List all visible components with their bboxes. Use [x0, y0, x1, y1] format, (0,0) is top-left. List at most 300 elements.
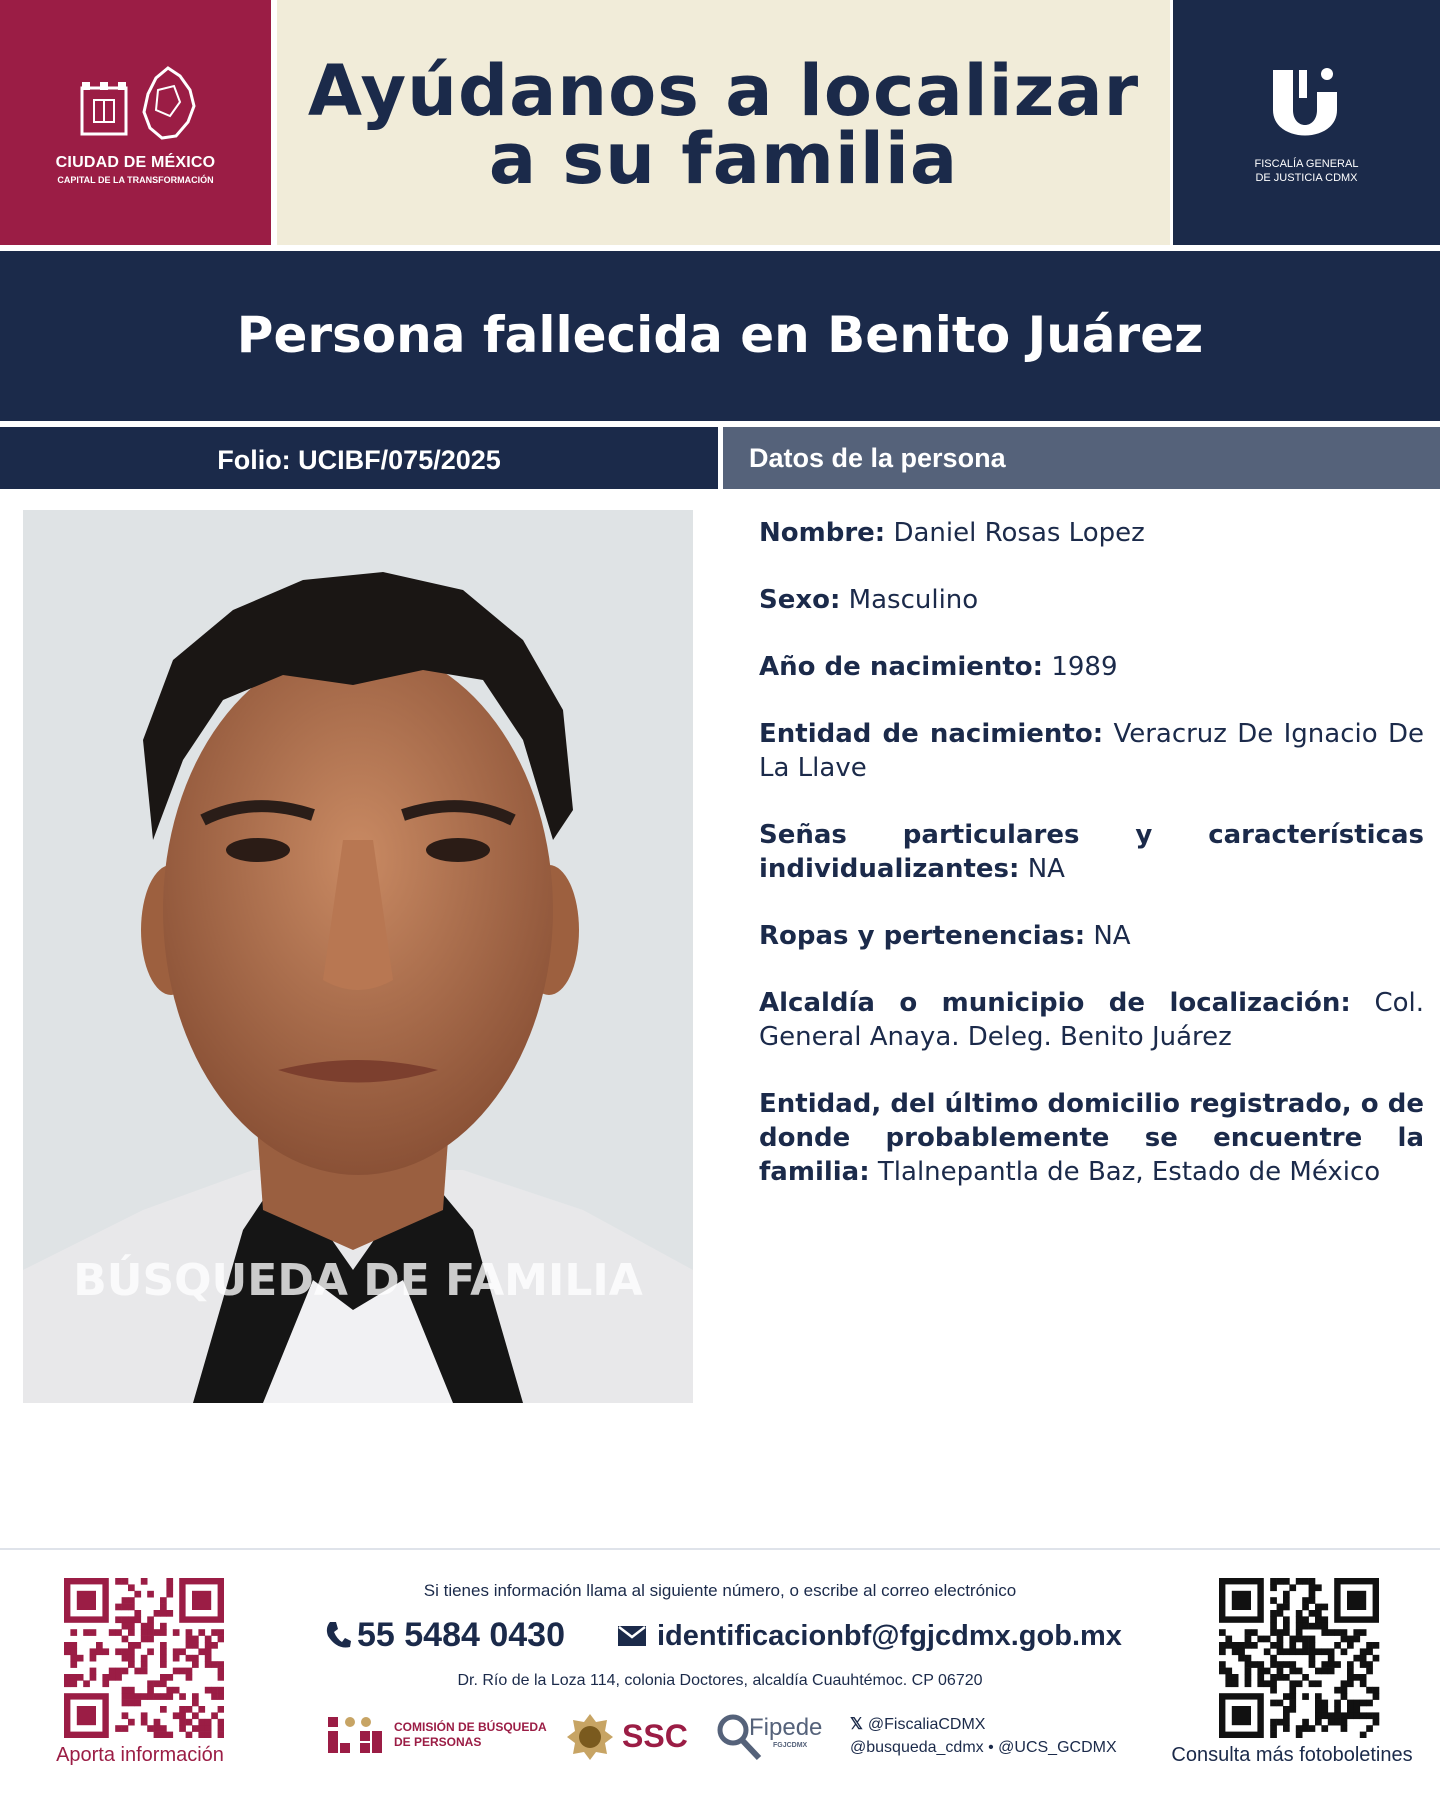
folio-bar — [0, 427, 718, 489]
fipede-label: Fipede — [749, 1714, 823, 1741]
qr-module — [1270, 1642, 1277, 1649]
qr-module — [1328, 1668, 1335, 1675]
qr-module — [1270, 1655, 1277, 1662]
qr-module — [1315, 1712, 1322, 1719]
qr-module — [1238, 1642, 1245, 1649]
qr-module — [186, 1719, 193, 1726]
qr-module — [141, 1629, 148, 1636]
qr-module — [147, 1623, 154, 1630]
qr-module — [166, 1732, 173, 1738]
qr-module — [160, 1629, 167, 1636]
qr-module — [211, 1642, 218, 1649]
qr-module — [1321, 1725, 1328, 1732]
qr-module — [1277, 1629, 1284, 1636]
qr-module — [1257, 1680, 1264, 1687]
qr-module — [77, 1674, 84, 1681]
qr-module — [186, 1629, 193, 1636]
qr-module — [1219, 1648, 1226, 1655]
qr-module — [1315, 1700, 1322, 1707]
qr-module — [1341, 1636, 1348, 1643]
phone-contact[interactable] — [325, 1616, 565, 1655]
qr-module — [1353, 1712, 1360, 1719]
qr-module — [1302, 1719, 1309, 1726]
field-value: Masculino — [848, 585, 979, 615]
qr-module — [1296, 1732, 1303, 1738]
fipede-sublabel: FGJCDMX — [773, 1742, 808, 1749]
qr-module — [154, 1725, 161, 1732]
qr-module — [1360, 1661, 1367, 1668]
qr-module — [109, 1668, 116, 1675]
field-entidad-nacimiento — [759, 717, 1424, 785]
qr-module — [1309, 1725, 1316, 1732]
qr-module — [102, 1680, 109, 1687]
qr-module — [96, 1642, 103, 1649]
qr-module — [1283, 1674, 1290, 1681]
qr-module — [160, 1604, 167, 1611]
qr-module — [1270, 1732, 1277, 1738]
qr-module — [1277, 1674, 1284, 1681]
qr-module — [1373, 1719, 1380, 1726]
qr-module — [1328, 1648, 1335, 1655]
qr-module — [218, 1636, 224, 1643]
qr-module — [70, 1648, 77, 1655]
main-title-line1: Ayúdanos a localizar — [307, 50, 1140, 132]
qr-module — [1289, 1693, 1296, 1700]
qr-module — [1245, 1661, 1252, 1668]
qr-module — [1309, 1680, 1316, 1687]
qr-module — [160, 1732, 167, 1738]
datos-header-bar — [723, 427, 1440, 489]
qr-module — [205, 1661, 212, 1668]
qr-module — [1328, 1655, 1335, 1662]
qr-module — [1315, 1610, 1322, 1617]
qr-module — [205, 1648, 212, 1655]
photo-watermark: BÚSQUEDA DE FAMILIA — [73, 1255, 643, 1306]
phone-icon — [325, 1620, 351, 1650]
qr-module — [1334, 1661, 1341, 1668]
qr-module — [1353, 1636, 1360, 1643]
qr-module — [128, 1629, 135, 1636]
qr-module — [1347, 1661, 1354, 1668]
qr-module — [1219, 1661, 1226, 1668]
qr-module — [70, 1661, 77, 1668]
qr-module — [205, 1636, 212, 1643]
qr-module — [1296, 1623, 1303, 1630]
comision-busqueda-logo — [326, 1715, 547, 1759]
field-value: Tlalnepantla de Baz, Estado de México — [877, 1157, 1381, 1187]
qr-module — [1366, 1700, 1373, 1707]
datos-header: Datos de la persona — [749, 443, 1006, 473]
qr-module — [122, 1693, 129, 1700]
qr-module — [1289, 1648, 1296, 1655]
qr-module — [192, 1712, 199, 1719]
qr-module — [1245, 1668, 1252, 1675]
qr-module — [198, 1719, 205, 1726]
qr-module — [218, 1732, 224, 1738]
qr-module — [115, 1648, 122, 1655]
email-address[interactable]: identificacionbf@fgjcdmx.gob.mx — [657, 1620, 1122, 1652]
qr-module — [1321, 1604, 1328, 1611]
qr-module — [128, 1597, 135, 1604]
qr-module — [1289, 1642, 1296, 1649]
qr-module — [198, 1706, 205, 1713]
qr-module — [122, 1616, 129, 1623]
qr-module — [122, 1636, 129, 1643]
qr-module — [160, 1610, 167, 1617]
qr-module — [83, 1680, 90, 1687]
qr-module — [128, 1687, 135, 1694]
qr-module — [1270, 1578, 1277, 1585]
qr-module — [1328, 1712, 1335, 1719]
qr-module — [160, 1674, 167, 1681]
x-handle-text[interactable]: @FiscaliaCDMX — [867, 1716, 986, 1733]
social-x-handle[interactable] — [850, 1714, 985, 1734]
qr-module — [115, 1629, 122, 1636]
qr-module — [1302, 1648, 1309, 1655]
qr-module — [1366, 1661, 1373, 1668]
qr-module — [179, 1648, 186, 1655]
qr-module — [1283, 1597, 1290, 1604]
field-label: Nombre: — [759, 518, 886, 548]
field-anio-nacimiento — [759, 650, 1424, 684]
field-value: NA — [1093, 921, 1131, 951]
qr-module — [154, 1719, 161, 1726]
qr-module — [160, 1725, 167, 1732]
qr-module — [147, 1687, 154, 1694]
qr-module — [1315, 1604, 1322, 1611]
qr-module — [186, 1668, 193, 1675]
qr-module — [1309, 1591, 1316, 1598]
qr-module — [1315, 1719, 1322, 1726]
qr-code-fotoboletines[interactable] — [1219, 1578, 1383, 1738]
qr-right-label[interactable]: Consulta más fotoboletines — [1171, 1744, 1413, 1766]
qr-module — [218, 1693, 224, 1700]
qr-module — [70, 1680, 77, 1687]
qr-module — [1334, 1642, 1341, 1649]
cdmx-logo-tagline: CAPITAL DE LA TRANSFORMACIÓN — [57, 175, 214, 185]
field-alcaldia — [759, 986, 1424, 1054]
qr-module — [1309, 1610, 1316, 1617]
qr-module — [141, 1655, 148, 1662]
qr-module — [186, 1636, 193, 1643]
qr-module — [1341, 1680, 1348, 1687]
qr-module — [1270, 1725, 1277, 1732]
qr-module — [1309, 1623, 1316, 1630]
qr-module — [1347, 1706, 1354, 1713]
qr-module — [173, 1629, 180, 1636]
qr-module — [1277, 1700, 1284, 1707]
qr-module — [1283, 1725, 1290, 1732]
qr-module — [1225, 1642, 1232, 1649]
qr-module — [115, 1604, 122, 1611]
qr-module — [122, 1700, 129, 1707]
qr-module — [1277, 1719, 1284, 1726]
qr-module — [1270, 1610, 1277, 1617]
qr-module — [147, 1629, 154, 1636]
phone-number[interactable]: 55 5484 0430 — [357, 1616, 565, 1654]
ssc-label: SSC — [622, 1718, 688, 1754]
qr-module — [154, 1732, 161, 1738]
qr-module — [160, 1623, 167, 1630]
qr-module — [1238, 1655, 1245, 1662]
field-value: Col. General Anaya. Deleg. Benito Juárez — [759, 988, 1424, 1052]
qr-module — [218, 1629, 224, 1636]
qr-module — [1264, 1648, 1271, 1655]
field-ropas — [759, 919, 1424, 953]
qr-module — [1328, 1629, 1335, 1636]
qr-module — [1347, 1674, 1354, 1681]
qr-module — [1334, 1687, 1341, 1694]
qr-module — [1321, 1623, 1328, 1630]
footer-divider — [0, 1548, 1440, 1550]
qr-module — [205, 1655, 212, 1662]
qr-module — [218, 1725, 224, 1732]
qr-module — [186, 1674, 193, 1681]
qr-module — [205, 1642, 212, 1649]
qr-module — [128, 1693, 135, 1700]
qr-module — [1296, 1725, 1303, 1732]
qr-module — [1302, 1725, 1309, 1732]
qr-module — [1277, 1648, 1284, 1655]
ssc-logo — [565, 1712, 688, 1766]
field-label: Entidad, del último domicilio registrado, o de donde probablemente se encuentre la familia: — [759, 1089, 1424, 1187]
qr-module — [1283, 1719, 1290, 1726]
qr-module — [1277, 1642, 1284, 1649]
qr-module — [211, 1712, 218, 1719]
qr-module — [1283, 1591, 1290, 1598]
qr-module — [1277, 1661, 1284, 1668]
qr-module — [96, 1648, 103, 1655]
qr-module — [128, 1642, 135, 1649]
qr-module — [1283, 1661, 1290, 1668]
qr-module — [198, 1648, 205, 1655]
qr-module — [1277, 1636, 1284, 1643]
qr-module — [1353, 1655, 1360, 1662]
cdmx-logo-name: CIUDAD DE MÉXICO — [55, 154, 216, 171]
qr-module — [1366, 1642, 1373, 1649]
qr-module — [1289, 1700, 1296, 1707]
qr-module — [1360, 1655, 1367, 1662]
social-handles[interactable]: @busqueda_cdmx • @UCS_GCDMX — [850, 1739, 1117, 1756]
qr-module — [1347, 1642, 1354, 1649]
qr-module — [1245, 1674, 1252, 1681]
qr-module — [218, 1719, 224, 1726]
qr-finder-pattern — [192, 1591, 211, 1610]
qr-module — [160, 1648, 167, 1655]
qr-module — [218, 1668, 224, 1675]
qr-module — [1289, 1636, 1296, 1643]
qr-module — [1289, 1584, 1296, 1591]
qr-module — [1270, 1661, 1277, 1668]
fgj-logo-line1: FISCALÍA GENERAL — [1254, 158, 1359, 170]
qr-module — [1315, 1680, 1322, 1687]
qr-module — [1366, 1712, 1373, 1719]
qr-finder-pattern — [1347, 1591, 1366, 1610]
qr-module — [166, 1578, 173, 1585]
qr-module — [1270, 1674, 1277, 1681]
email-contact[interactable] — [617, 1620, 1122, 1653]
qr-module — [1245, 1636, 1252, 1643]
field-sexo — [759, 583, 1424, 617]
qr-module — [122, 1648, 129, 1655]
person-photo — [23, 510, 693, 1403]
qr-module — [147, 1693, 154, 1700]
qr-module — [1315, 1616, 1322, 1623]
qr-module — [1283, 1629, 1290, 1636]
qr-module — [1245, 1642, 1252, 1649]
qr-module — [1296, 1636, 1303, 1643]
qr-module — [1341, 1648, 1348, 1655]
qr-module — [141, 1623, 148, 1630]
qr-module — [1321, 1661, 1328, 1668]
qr-module — [1270, 1623, 1277, 1630]
qr-module — [211, 1693, 218, 1700]
qr-module — [179, 1712, 186, 1719]
qr-module — [141, 1693, 148, 1700]
qr-module — [1270, 1719, 1277, 1726]
fipede-logo — [715, 1712, 823, 1766]
qr-module — [160, 1661, 167, 1668]
qr-module — [1289, 1661, 1296, 1668]
qr-module — [77, 1655, 84, 1662]
fgj-logo-line2: DE JUSTICIA CDMX — [1255, 172, 1358, 184]
qr-module — [1264, 1680, 1271, 1687]
qr-module — [134, 1616, 141, 1623]
field-value: 1989 — [1051, 652, 1118, 682]
qr-module — [1232, 1680, 1239, 1687]
qr-module — [1341, 1693, 1348, 1700]
qr-module — [122, 1687, 129, 1694]
qr-module — [1315, 1623, 1322, 1630]
qr-module — [1309, 1655, 1316, 1662]
qr-module — [1302, 1597, 1309, 1604]
qr-module — [70, 1655, 77, 1662]
folio-number: Folio: UCIBF/075/2025 — [217, 445, 501, 475]
qr-module — [154, 1610, 161, 1617]
qr-module — [166, 1687, 173, 1694]
qr-module — [166, 1693, 173, 1700]
qr-module — [205, 1719, 212, 1726]
qr-module — [1309, 1661, 1316, 1668]
qr-module — [128, 1604, 135, 1611]
qr-code-aporta-informacion[interactable] — [64, 1578, 224, 1738]
qr-module — [1302, 1623, 1309, 1630]
qr-module — [1321, 1712, 1328, 1719]
qr-finder-pattern — [77, 1591, 96, 1610]
field-senas-particulares — [759, 818, 1424, 886]
qr-module — [166, 1591, 173, 1598]
qr-module — [122, 1655, 129, 1662]
subtitle-band — [0, 251, 1440, 421]
qr-module — [166, 1584, 173, 1591]
qr-module — [198, 1629, 205, 1636]
qr-module — [1245, 1680, 1252, 1687]
qr-module — [1219, 1642, 1226, 1649]
qr-module — [1309, 1584, 1316, 1591]
qr-module — [1360, 1648, 1367, 1655]
person-details — [759, 516, 1424, 1222]
qr-module — [115, 1725, 122, 1732]
qr-module — [1283, 1578, 1290, 1585]
qr-module — [128, 1648, 135, 1655]
qr-module — [1296, 1610, 1303, 1617]
qr-module — [1353, 1674, 1360, 1681]
office-address: Dr. Río de la Loza 114, colonia Doctores, alcaldía Cuauhtémoc. CP 06720 — [457, 1672, 983, 1689]
qr-module — [1270, 1629, 1277, 1636]
envelope-icon — [617, 1625, 647, 1647]
qr-module — [192, 1693, 199, 1700]
qr-module — [160, 1680, 167, 1687]
cdmx-map-icon — [140, 66, 198, 142]
qr-module — [1238, 1648, 1245, 1655]
qr-module — [1264, 1668, 1271, 1675]
field-ultimo-domicilio — [759, 1087, 1424, 1189]
qr-module — [115, 1668, 122, 1675]
qr-module — [1296, 1616, 1303, 1623]
qr-module — [1360, 1700, 1367, 1707]
qr-module — [1341, 1725, 1348, 1732]
qr-module — [1251, 1661, 1258, 1668]
fgj-logo-icon — [1265, 64, 1345, 152]
qr-module — [134, 1591, 141, 1598]
qr-module — [1360, 1629, 1367, 1636]
qr-module — [1315, 1584, 1322, 1591]
qr-module — [1219, 1629, 1226, 1636]
qr-module — [1264, 1636, 1271, 1643]
subtitle: Persona fallecida en Benito Juárez — [236, 306, 1204, 364]
qr-module — [134, 1610, 141, 1617]
qr-module — [1341, 1719, 1348, 1726]
qr-module — [1315, 1648, 1322, 1655]
qr-module — [1270, 1687, 1277, 1694]
cbp-label: COMISIÓN DE BÚSQUEDA DE PERSONAS — [394, 1720, 547, 1749]
qr-module — [192, 1642, 199, 1649]
qr-module — [192, 1700, 199, 1707]
qr-module — [1283, 1693, 1290, 1700]
qr-module — [1373, 1687, 1380, 1694]
qr-module — [1277, 1604, 1284, 1611]
qr-module — [1328, 1661, 1335, 1668]
qr-module — [179, 1706, 186, 1713]
qr-module — [1334, 1706, 1341, 1713]
qr-module — [192, 1725, 199, 1732]
qr-module — [1257, 1661, 1264, 1668]
qr-module — [147, 1648, 154, 1655]
qr-module — [1360, 1674, 1367, 1681]
qr-module — [211, 1687, 218, 1694]
qr-module — [147, 1616, 154, 1623]
qr-module — [1289, 1706, 1296, 1713]
qr-module — [1296, 1668, 1303, 1675]
qr-module — [1334, 1712, 1341, 1719]
qr-module — [211, 1629, 218, 1636]
qr-module — [115, 1616, 122, 1623]
qr-module — [1309, 1636, 1316, 1643]
qr-module — [115, 1578, 122, 1585]
qr-module — [128, 1661, 135, 1668]
qr-module — [1334, 1700, 1341, 1707]
qr-module — [1373, 1712, 1380, 1719]
qr-module — [1245, 1629, 1252, 1636]
qr-module — [160, 1706, 167, 1713]
qr-module — [90, 1648, 97, 1655]
field-label: Entidad de nacimiento: — [759, 719, 1104, 749]
qr-left-label[interactable]: Aporta información — [56, 1744, 224, 1766]
qr-module — [122, 1725, 129, 1732]
qr-module — [90, 1629, 97, 1636]
qr-module — [70, 1629, 77, 1636]
qr-module — [173, 1668, 180, 1675]
